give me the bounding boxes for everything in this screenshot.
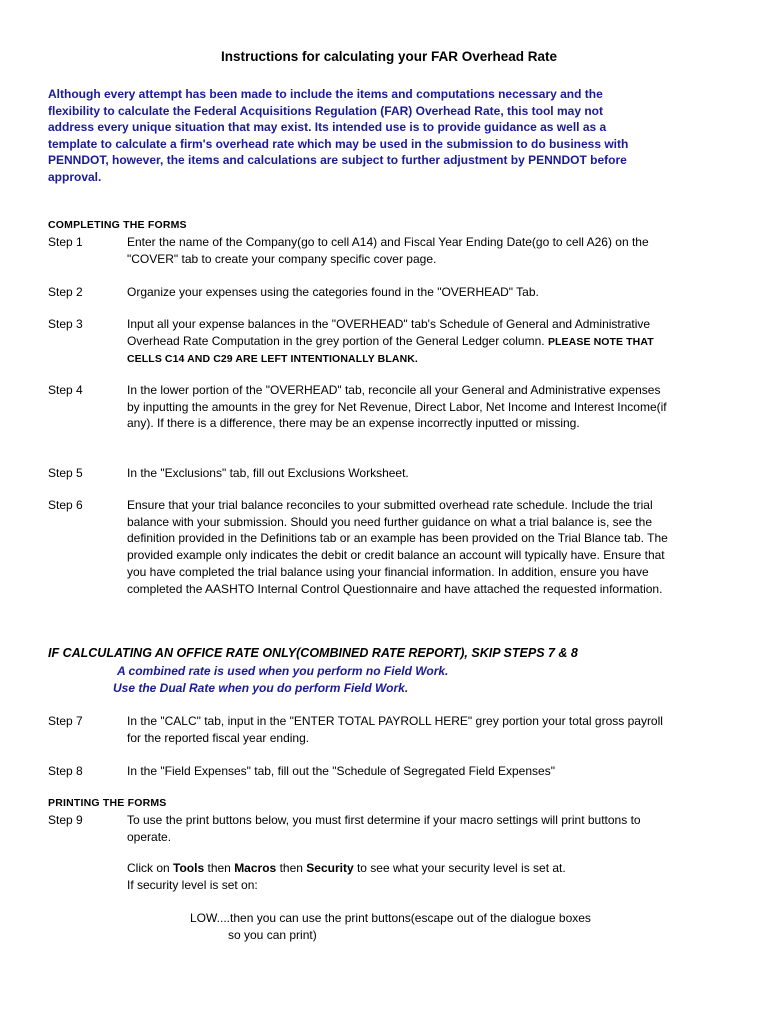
printing-heading: PRINTING THE FORMS [48, 797, 167, 809]
step-1 [48, 234, 668, 267]
step-text: Enter the name of the Company(go to cell A14) and Fiscal Year Ending Date(go to cell A26) on the "COVER" tab to create your company specific cover page. [127, 235, 649, 266]
step-label: Step 7 [48, 714, 83, 728]
cells-blank-note: PLEASE NOTE THAT CELLS C14 AND C29 ARE LEFT INTENTIONALLY BLANK. [127, 335, 654, 366]
intro-paragraph [48, 86, 648, 185]
completing-heading: COMPLETING THE FORMS [48, 219, 187, 231]
low-line-1: LOW....then you can use the print buttons(escape out of the dialogue boxes [190, 911, 591, 925]
step-6 [48, 497, 668, 597]
dual-rate-note: Use the Dual Rate when you do perform Field Work. [113, 681, 409, 695]
step-text: Ensure that your trial balance reconciles to your submitted overhead rate schedule. Include the trial balance with your submission. Should you need further guidance on what a trial balance is, see the definition provided in the Definitions tab or an example has been provided on the Trial Blance tab. The provided example only indicates the debit or credit balance an account will typically have. Ensure that you have completed the trial balance using your financial information. In addition, ensure you have completed the AASHTO Internal Control Questionnaire and have attached the requested information. [127, 498, 668, 596]
step-3 [48, 316, 668, 368]
step-label: Step 9 [48, 813, 83, 827]
step-text: In the "Field Expenses" tab, fill out the "Schedule of Segregated Field Expenses" [127, 764, 555, 778]
step-5 [48, 465, 668, 482]
step-label: Step 5 [48, 466, 83, 480]
step-9 [48, 812, 658, 894]
intro-text: Although every attempt has been made to include the items and computations necessary and the flexibility to calculate the Federal Acquisitions Regulation (FAR) Overhead Rate, this tool may not address every unique situation that may exist. Its intended use is to provide guidance as well as a template to calculate a firm's overhead rate which may be used in the submission to do business with PENNDOT, however, the items and calculations are subject to further adjustment by PENNDOT before approval. [48, 87, 629, 184]
step-label: Step 8 [48, 764, 83, 778]
step-text: To use the print buttons below, you must first determine if your macro settings will print buttons to operate. [127, 813, 641, 844]
combined-rate-note: A combined rate is used when you perform no Field Work. [117, 664, 449, 678]
security-level-line: If security level is set on: [127, 878, 258, 893]
macros-menu-ref: Macros [234, 861, 277, 876]
tools-menu-ref: Tools [173, 861, 205, 876]
low-line-2: so you can print) [228, 928, 317, 942]
step-8 [48, 763, 668, 780]
step-label: Step 2 [48, 285, 83, 299]
step-label: Step 6 [48, 498, 83, 512]
step-label: Step 4 [48, 383, 83, 397]
step-7 [48, 713, 668, 746]
step-text: Organize your expenses using the categories found in the "OVERHEAD" Tab. [127, 285, 539, 299]
step-label: Step 1 [48, 235, 83, 249]
office-rate-heading: IF CALCULATING AN OFFICE RATE ONLY(COMBINED RATE REPORT), SKIP STEPS 7 & 8 [48, 646, 578, 660]
security-menu-ref: Security [306, 861, 354, 876]
step-4 [48, 382, 668, 432]
step-label: Step 3 [48, 317, 83, 331]
low-security-note [190, 910, 591, 944]
step-2 [48, 284, 668, 301]
step-text: Input all your expense balances in the "OVERHEAD" tab's Schedule of General and Administrative Overhead Rate Computation in the grey portion of the General Ledger column. [127, 317, 651, 348]
step-text: In the lower portion of the "OVERHEAD" tab, reconcile all your General and Administrative expenses by inputting the amounts in the grey for Net Revenue, Direct Labor, Net Income and Interest Income(if any). If there is a difference, there may be an expense incorrectly inputted or missing. [127, 383, 667, 431]
page-title: Instructions for calculating your FAR Overhead Rate [220, 49, 558, 64]
step-text: In the "CALC" tab, input in the "ENTER TOTAL PAYROLL HERE" grey portion your total gross payroll for the reported fiscal year ending. [127, 714, 663, 745]
security-instructions: Click on Tools then Macros then Security to see what your security level is set at. [127, 861, 566, 876]
step-text: In the "Exclusions" tab, fill out Exclusions Worksheet. [127, 466, 409, 480]
